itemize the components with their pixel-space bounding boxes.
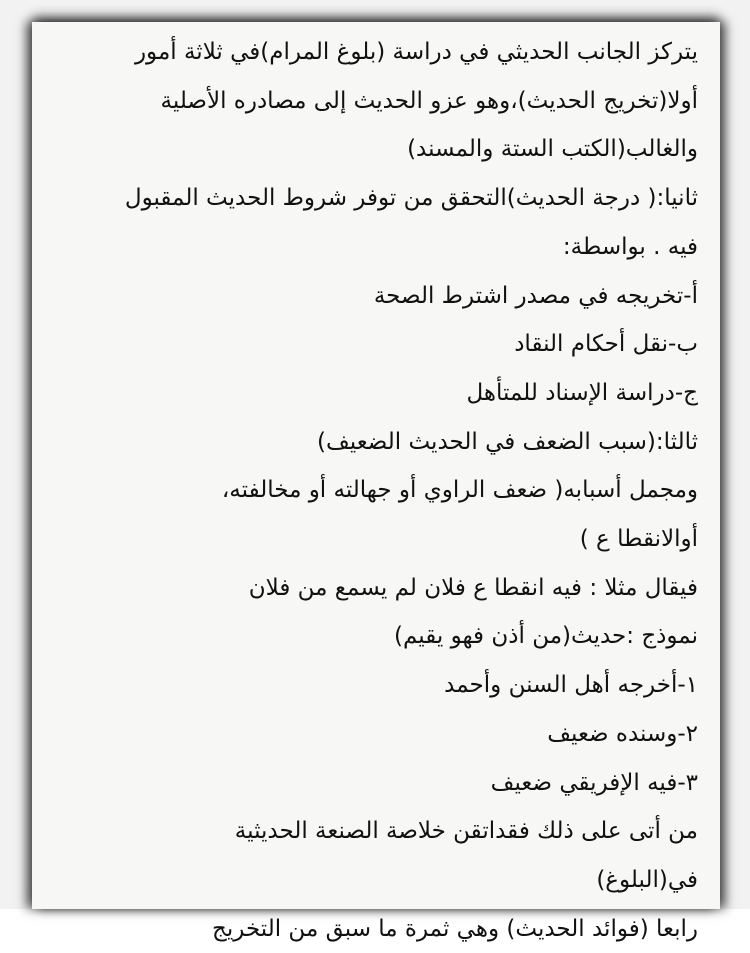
text-line-10: ومجمل أسبابه( ضعف الراوي أو جهالته أو مخالفته، — [221, 477, 698, 504]
text-line-6: أ-تخريجه في مصدر اشترط الصحة — [373, 282, 698, 309]
text-line-18: في(البلوغ) — [596, 866, 698, 893]
text-line-7: ب-نقل أحكام النقاد — [514, 331, 698, 358]
text-line-4: ثانيا:( درجة الحديث)التحقق من توفر شروط الحديث المقبول — [124, 185, 698, 212]
text-line-9: ثالثا:(سبب الضعف في الحديث الضعيف) — [316, 428, 698, 455]
text-line-8: ج-دراسة الإسناد للمتأهل — [466, 379, 698, 406]
text-line-17: من أتى على ذلك فقداتقن خلاصة الصنعة الحديثية — [234, 818, 698, 845]
text-line-14: ١-أخرجه أهل السنن وأحمد — [444, 672, 698, 699]
frame-right-border — [720, 0, 750, 909]
text-line-11: أوالانقطا ع ) — [579, 526, 698, 553]
frame-top-border — [0, 0, 750, 22]
text-line-5: فيه . بواسطة: — [562, 233, 698, 260]
text-line-2: أولا(تخريج الحديث)،وهو عزو الحديث إلى مصادره الأصلية — [160, 87, 698, 114]
text-line-cutoff: رابعا (فوائد الحديث) وهي ثمرة ما سبق من التخريج — [212, 915, 698, 942]
document-page — [32, 22, 720, 942]
text-line-1: يتركز الجانب الحديثي في دراسة (بلوغ المرام)في ثلاثة أمور — [134, 39, 698, 65]
text-line-16: ٣-فيه الإفريقي ضعيف — [490, 769, 698, 796]
frame-left-border — [0, 0, 32, 909]
text-line-12: فيقال مثلا : فيه انقطا ع فلان لم يسمع من فلان — [248, 574, 698, 601]
text-line-15: ٢-وسنده ضعيف — [547, 720, 698, 747]
text-line-3: والغالب(الكتب الستة والمسند) — [407, 136, 698, 163]
document-text — [50, 28, 698, 942]
text-line-13: نموذج :حديث(من أذن فهو يقيم) — [394, 623, 698, 650]
